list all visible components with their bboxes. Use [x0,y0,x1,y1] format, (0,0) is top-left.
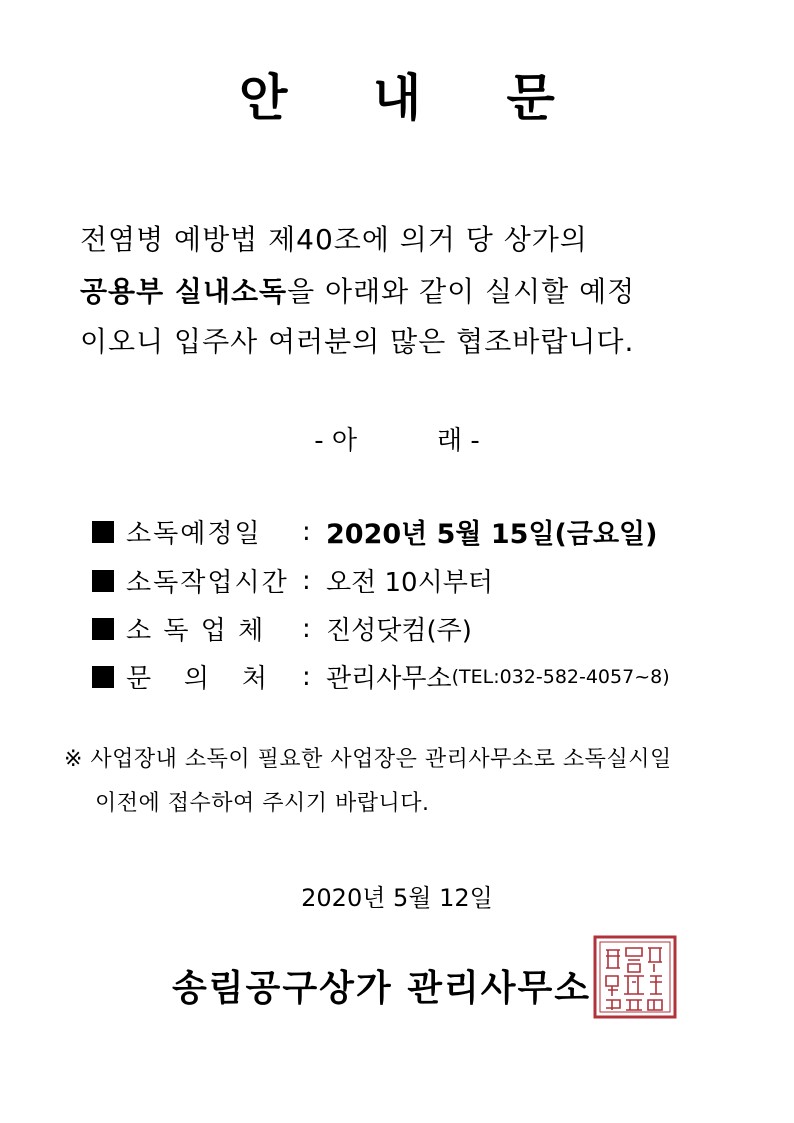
issue-date: 2020년 5월 12일 [301,884,493,912]
detail-label: 소독작업시간 [126,568,289,598]
intro-line-2-rest: 을 아래와 같이 실시할 예정 [287,275,636,308]
detail-colon: : [302,516,311,547]
detail-value: 관리사무소 [326,664,452,694]
subheading-left: - 아 [314,426,357,456]
bullet-square-icon [92,570,114,592]
subheading [0,420,794,457]
detail-value: 진성닷컴(주) [326,616,472,646]
contact-phone: (TEL:032-582-4057~8) [451,665,670,688]
bullet-square-icon [92,618,114,640]
subheading-right: 래 - [437,426,480,456]
detail-row-company [92,610,472,647]
note-line-1: ※ 사업장내 소독이 필요한 사업장은 관리사무소로 소독실시일 [64,747,672,772]
notice-title: 안 내 문 [239,69,589,127]
detail-row-contact [92,658,670,695]
note-line-2: 이전에 접수하여 주시기 바랍니다. [95,791,430,816]
detail-value: 오전 10시부터 [326,568,493,598]
intro-line-3: 이오니 입주사 여러분의 많은 협조바랍니다. [80,325,635,358]
detail-row-time [92,562,493,599]
detail-colon: : [302,565,311,596]
intro-emphasis: 공용부 실내소독 [80,275,288,308]
detail-label: 소 독 업 체 [126,616,266,646]
detail-row-schedule [92,512,657,551]
official-seal-icon [592,934,678,1020]
bullet-square-icon [92,521,114,543]
detail-label: 문 의 처 [126,664,269,694]
detail-colon: : [302,661,311,692]
intro-line-1: 전염병 예방법 제40조에 의거 당 상가의 [80,223,588,256]
bullet-square-icon [92,666,114,688]
intro-line-2 [80,270,635,310]
detail-value: 2020년 5월 15일(금요일) [326,519,658,550]
detail-label: 소독예정일 [126,519,262,549]
detail-colon: : [302,613,311,644]
issuer-signature: 송림공구상가 관리사무소 [172,968,592,1009]
